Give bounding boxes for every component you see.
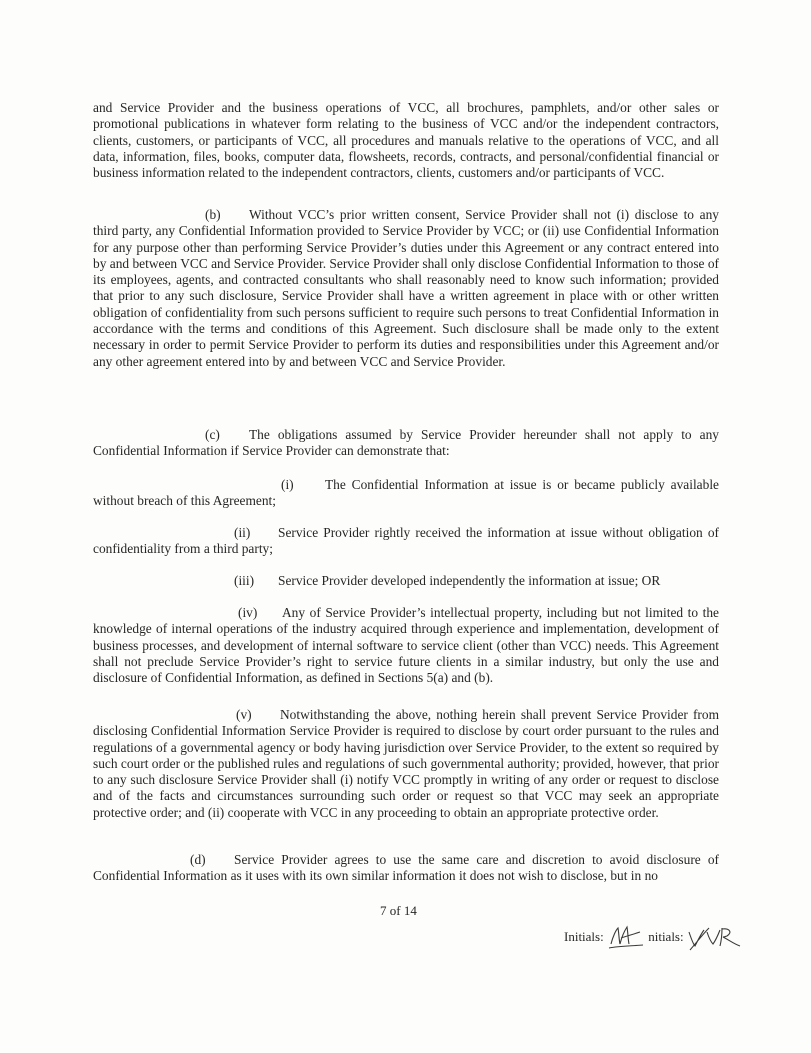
paragraph-d-label: (d) — [190, 852, 206, 867]
paragraph-iv — [93, 605, 719, 686]
paragraph-v-label: (v) — [236, 707, 252, 722]
paragraph-intro-text: and Service Provider and the business operations of VCC, all brochures, pamphlets, and/or other sales or promotional publications in whatever form relating to the business of VCC and/or the independent contractors, clients, customers, or participants of VCC, all procedures and manuals relative to the operations of VCC, and all data, information, files, books, computer data, flowsheets, records, contracts, and personal/confidential financial or business information related to the independent contractors, clients, customers and/or participants of VCC. — [93, 100, 719, 181]
paragraph-intro — [93, 100, 719, 181]
paragraph-d-text: Service Provider agrees to use the same care and discretion to avoid disclosure of Confidential Information as it uses with its own similar information it does not wish to disclose, but in no — [93, 852, 719, 884]
paragraph-b-label: (b) — [205, 207, 221, 222]
paragraph-i-label: (i) — [281, 477, 294, 492]
paragraph-v — [93, 707, 719, 821]
paragraph-c-label: (c) — [205, 427, 220, 442]
paragraph-iv-text: Any of Service Provider’s intellectual property, including but not limited to the knowledge of internal operations of the industry acquired through experience and implementation, development of business processes, and development of internal software to service client (other than VCC) needs. This Agreement shall not preclude Service Provider’s right to service future clients in a similar industry, but only the use and disclosure of Confidential Information, as defined in Sections 5(a) and (b). — [93, 605, 719, 686]
page-number: 7 of 14 — [380, 903, 417, 918]
paragraph-iii-text: Service Provider developed independently the information at issue; OR — [278, 573, 661, 588]
initials-block — [564, 922, 741, 952]
handwritten-initials-signature-1 — [607, 922, 645, 952]
paragraph-c — [93, 427, 719, 460]
paragraph-iii — [93, 573, 719, 589]
paragraph-iv-label: (iv) — [238, 605, 258, 620]
paragraph-c-text: The obligations assumed by Service Provider hereunder shall not apply to any Confidential Information if Service Provider can demonstrate that: — [93, 427, 719, 459]
paragraph-b-text: Without VCC’s prior written consent, Service Provider shall not (i) disclose to any third party, any Confidential Information provided to Service Provider by VCC; or (ii) use Confidential Information for any purpose other than performing Service Provider’s duties under this Agreement or any contract entered into by and between VCC and Service Provider. Service Provider shall only disclose Confidential Information to those of its employees, agents, and contracted consultants who shall reasonably need to know such information; provided that prior to any such disclosure, Service Provider shall have a written agreement in place with or other written obligation of confidentiality from such persons sufficient to require such persons to treat Confidential Information in accordance with the terms and conditions of this Agreement. Such disclosure shall be made only to the extent necessary in order to permit Service Provider to perform its duties and responsibilities under this Agreement and/or any other agreement entered into by and between VCC and Service Provider. — [93, 207, 719, 369]
initials-label-1: Initials: — [564, 929, 604, 944]
paragraph-i — [93, 477, 719, 510]
paragraph-ii-label: (ii) — [234, 525, 251, 540]
paragraph-iii-label: (iii) — [234, 573, 255, 588]
paragraph-ii-text: Service Provider rightly received the information at issue without obligation of confidentiality from a third party; — [93, 525, 719, 557]
paragraph-ii — [93, 525, 719, 558]
paragraph-b — [93, 207, 719, 370]
initials-label-2: nitials: — [648, 929, 684, 944]
paragraph-i-text: The Confidential Information at issue is or became publicly available without breach of this Agreement; — [93, 477, 719, 509]
handwritten-initials-signature-2 — [687, 922, 741, 952]
paragraph-d — [93, 852, 719, 885]
paragraph-v-text: Notwithstanding the above, nothing herein shall prevent Service Provider from disclosing Confidential Information Service Provider is required to disclose by court order pursuant to the rules and regulations of a governmental agency or body having jurisdiction over Service Provider, to the extent so required by such court order or the published rules and regulations of such governmental authority; provided, however, that prior to any such disclosure Service Provider shall (i) notify VCC promptly in writing of any order or request to disclose and of the facts and circumstances surrounding such order or request so that VCC may seek an appropriate protective order; and (ii) cooperate with VCC in any proceeding to obtain an appropriate protective order. — [93, 707, 719, 820]
